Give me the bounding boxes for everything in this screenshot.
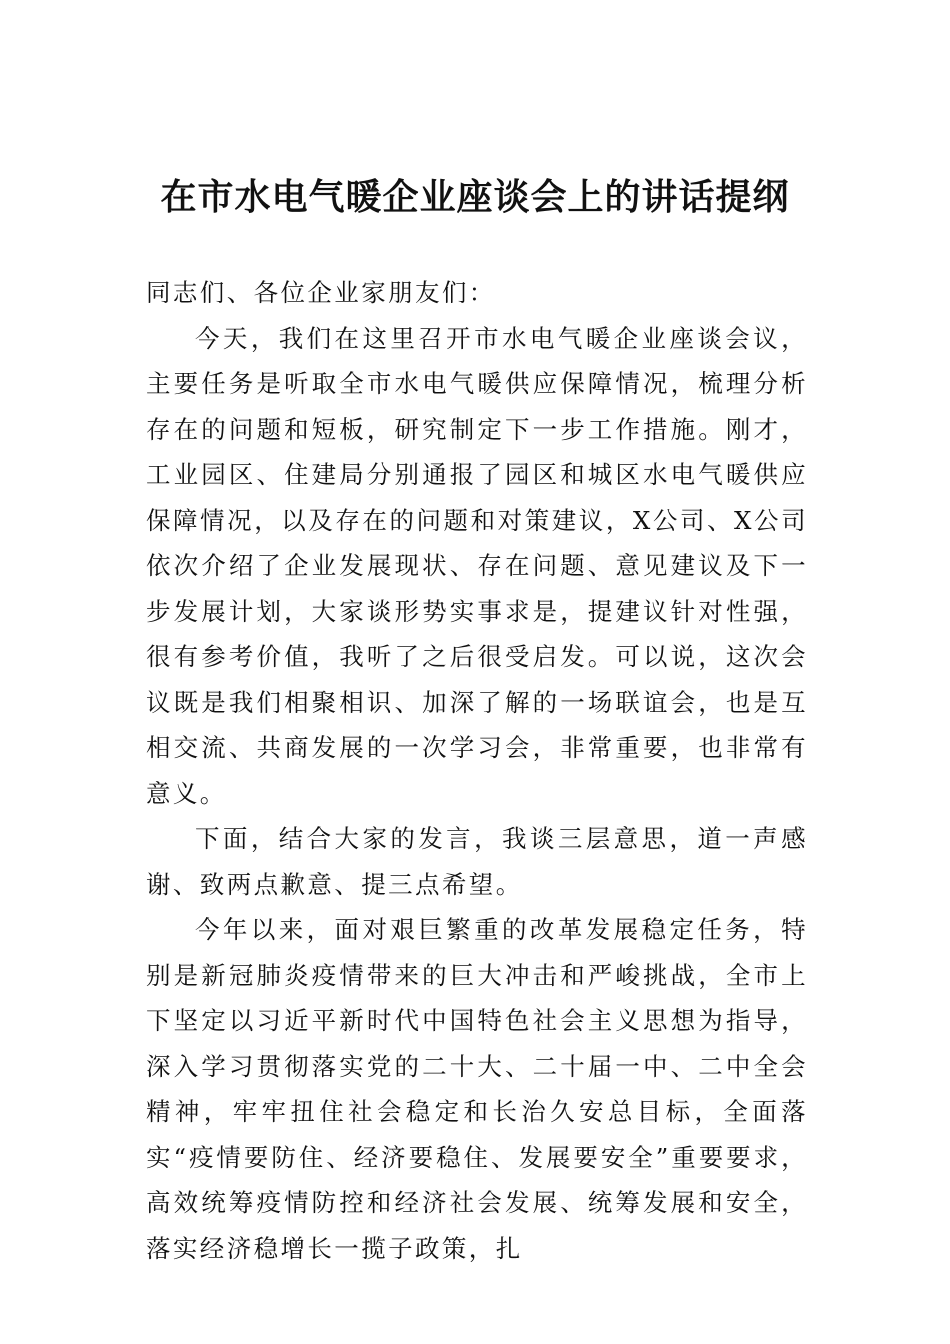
- paragraph-outline: 下面，结合大家的发言，我谈三层意思，道一声感谢、致两点歉意、提三点希望。: [146, 824, 808, 899]
- paragraph-review: 今年以来，面对艰巨繁重的改革发展稳定任务，特别是新冠肺炎疫情带来的巨大冲击和严峻挑战，全市上下坚定以习近平新时代中国特色社会主义思想为指导，深入学习贯彻落实党的二十大、二十届一中、二中全会精神，牢牢扭住社会稳定和长治久安总目标，全面落实“疫情要防住、经济要稳住、发展要安全”重要要求，高效统筹疫情防控和经济社会发展、统筹发展和安全，落实经济稳增长一揽子政策，扎: [146, 915, 808, 1263]
- salutation: 同志们、各位企业家朋友们：: [146, 278, 496, 307]
- document-body: [146, 270, 808, 1271]
- document-title: 在市水电气暖企业座谈会上的讲话提纲: [160, 176, 790, 218]
- paragraph-opening: 今天，我们在这里召开市水电气暖企业座谈会议，主要任务是听取全市水电气暖供应保障情况，梳理分析存在的问题和短板，研究制定下一步工作措施。刚才，工业园区、住建局分别通报了园区和城区水电气暖供应保障情况，以及存在的问题和对策建议，X公司、X公司依次介绍了企业发展现状、存在问题、意见建议及下一步发展计划，大家谈形势实事求是，提建议针对性强，很有参考价值，我听了之后很受启发。可以说，这次会议既是我们相聚相识、加深了解的一场联谊会，也是互相交流、共商发展的一次学习会，非常重要，也非常有意义。: [146, 323, 808, 808]
